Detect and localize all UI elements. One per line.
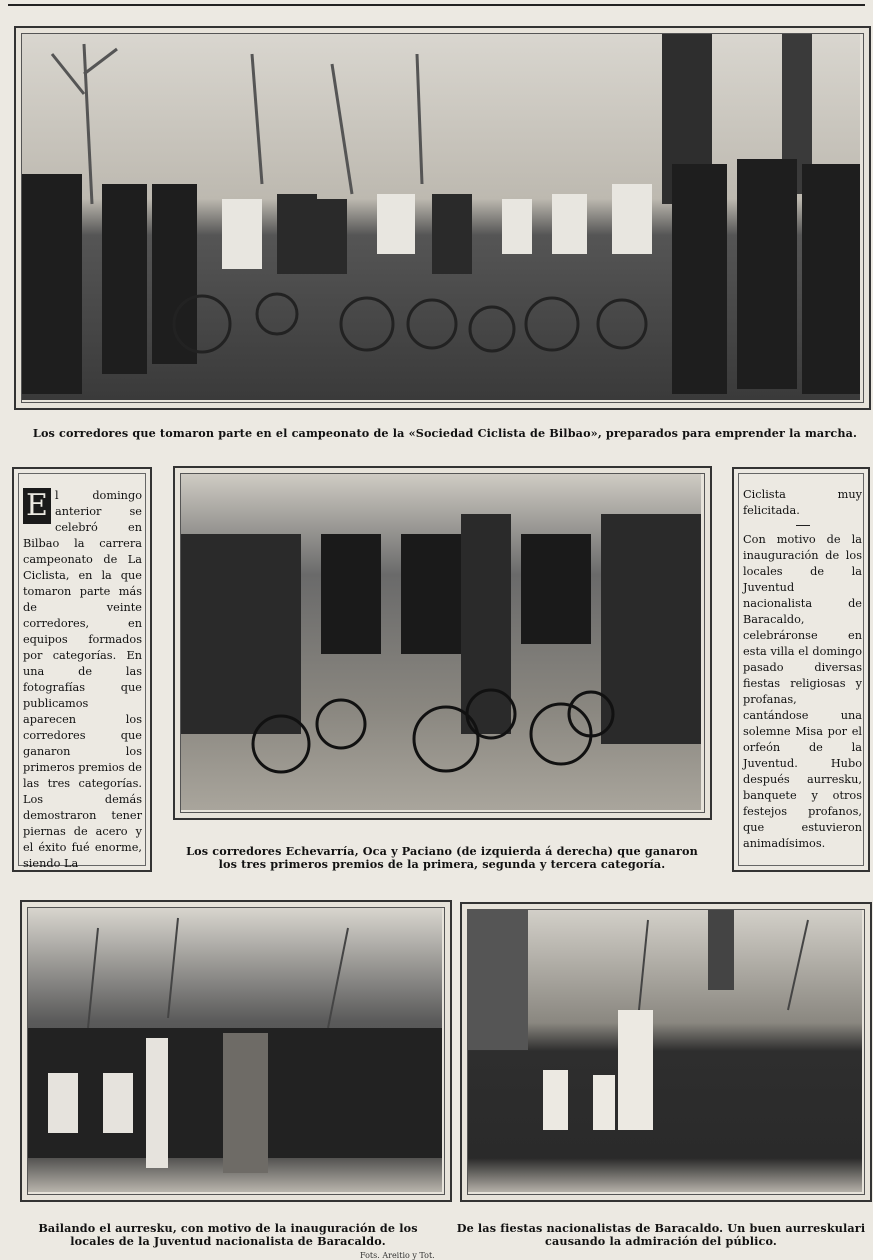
caption-bottom-left: Bailando el aurresku, con motivo de la inauguración de los locales de la Juventud nacionalista de Baracaldo. (38, 1221, 418, 1248)
photo-credit: Fots. Areitio y Tot. (360, 1251, 435, 1260)
festival-crowd-photo-icon (468, 910, 862, 1192)
photo-festival-crowd (460, 902, 872, 1202)
photo-cyclists-group (14, 26, 871, 410)
top-rule (8, 4, 865, 6)
photo-aurresku-dance (20, 900, 452, 1202)
article-right-text (743, 487, 862, 852)
article-left-text (23, 488, 142, 872)
article-left-body: l domingo anterior se celebró en Bilbao la carrera campeonato de La Ciclista, en la que tomaron parte más de veinte corredores, en equipos formados por categorías. En una de las fotografías que publicamos aparecen los corredores que ganaron los primeros premios de las tres categorías. Los demás demostraron tener piernas de acero y el éxito fué enorme, siendo La (23, 489, 142, 870)
caption-top: Los corredores que tomaron parte en el campeonato de la «Sociedad Ciclista de Bilbao», preparados para emprender la marcha. (32, 426, 858, 440)
caption-bottom-right: De las fiestas nacionalistas de Baracaldo. Un buen aurreskulari causando la admiración del público. (456, 1221, 866, 1248)
section-dash (796, 525, 810, 526)
winning-cyclists-photo-icon (181, 474, 701, 810)
cyclists-group-photo-icon (22, 34, 860, 400)
article-right-p1: Ciclista muy felicitada. (743, 488, 862, 517)
caption-middle: Los corredores Echevarría, Oca y Paciano (de izquierda á derecha) que ganaron los tres primeros premios de la primera, segunda y tercera categoría. (186, 844, 698, 871)
aurresku-dance-photo-icon (28, 908, 442, 1192)
article-right-p2: Con motivo de la inauguración de los locales de la Juventud nacionalista de Baracaldo, celebráronse en esta villa el domingo pasado diversas fiestas religiosas y profanas, cantándose una solemne Misa por el orfeón de la Juventud. Hubo después aurresku, banquete y otros festejos profanos, que estuvieron animadísimos. (743, 533, 862, 850)
photo-winning-cyclists (173, 466, 712, 820)
dropcap: E (23, 488, 51, 524)
